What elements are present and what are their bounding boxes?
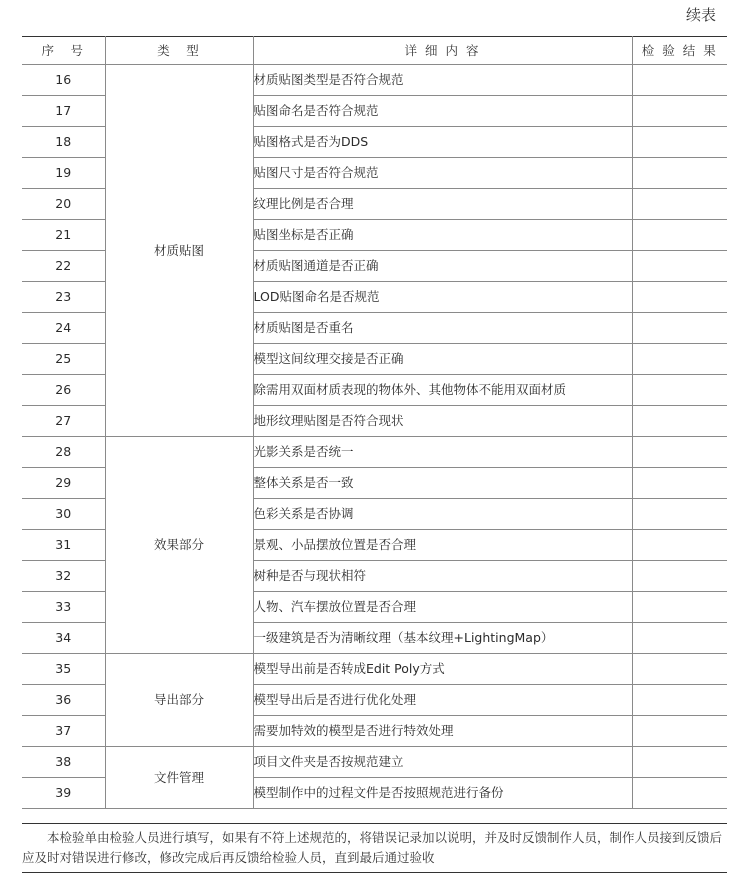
result-cell[interactable] [632,561,727,592]
row-number: 37 [22,716,105,747]
row-number: 16 [22,65,105,96]
row-number: 19 [22,158,105,189]
detail-cell: 除需用双面材质表现的物体外、其他物体不能用双面材质 [253,375,632,406]
row-number: 30 [22,499,105,530]
category-cell: 文件管理 [105,747,253,809]
detail-cell: 整体关系是否一致 [253,468,632,499]
row-number: 31 [22,530,105,561]
inspection-table [22,36,727,809]
detail-cell: 贴图命名是否符合规范 [253,96,632,127]
result-cell[interactable] [632,623,727,654]
result-cell[interactable] [632,313,727,344]
detail-cell: 材质贴图通道是否正确 [253,251,632,282]
row-number: 17 [22,96,105,127]
footnote: 本检验单由检验人员进行填写，如果有不符上述规范的，将错误记录加以说明，并及时反馈制作人员，制作人员接到反馈后应及时对错误进行修改，修改完成后再反馈给检验人员，直到最后通过验收 [22,823,727,868]
result-cell[interactable] [632,344,727,375]
result-cell[interactable] [632,158,727,189]
result-cell[interactable] [632,592,727,623]
header-detail: 详 细 内 容 [253,37,632,65]
detail-cell: 模型这间纹理交接是否正确 [253,344,632,375]
result-cell[interactable] [632,282,727,313]
result-cell[interactable] [632,127,727,158]
detail-cell: 树种是否与现状相符 [253,561,632,592]
row-number: 24 [22,313,105,344]
result-cell[interactable] [632,778,727,809]
result-cell[interactable] [632,96,727,127]
result-cell[interactable] [632,654,727,685]
result-cell[interactable] [632,716,727,747]
result-cell[interactable] [632,189,727,220]
table-row [22,747,727,778]
category-cell: 材质贴图 [105,65,253,437]
result-cell[interactable] [632,468,727,499]
detail-cell: 贴图坐标是否正确 [253,220,632,251]
detail-cell: 一级建筑是否为清晰纹理（基本纹理+LightingMap） [253,623,632,654]
row-number: 21 [22,220,105,251]
table-row [22,654,727,685]
row-number: 29 [22,468,105,499]
row-number: 20 [22,189,105,220]
bottom-rule [22,872,727,873]
row-number: 38 [22,747,105,778]
result-cell[interactable] [632,251,727,282]
detail-cell: 模型导出后是否进行优化处理 [253,685,632,716]
detail-cell: 色彩关系是否协调 [253,499,632,530]
detail-cell: 材质贴图是否重名 [253,313,632,344]
detail-cell: 景观、小品摆放位置是否合理 [253,530,632,561]
result-cell[interactable] [632,437,727,468]
row-number: 34 [22,623,105,654]
header-result: 检 验 结 果 [632,37,727,65]
header-type: 类 型 [105,37,253,65]
detail-cell: LOD贴图命名是否规范 [253,282,632,313]
row-number: 25 [22,344,105,375]
category-cell: 效果部分 [105,437,253,654]
detail-cell: 人物、汽车摆放位置是否合理 [253,592,632,623]
detail-cell: 材质贴图类型是否符合规范 [253,65,632,96]
detail-cell: 光影关系是否统一 [253,437,632,468]
detail-cell: 贴图尺寸是否符合规范 [253,158,632,189]
table-row [22,437,727,468]
table-row [22,65,727,96]
category-cell: 导出部分 [105,654,253,747]
detail-cell: 纹理比例是否合理 [253,189,632,220]
header-no: 序 号 [22,37,105,65]
row-number: 22 [22,251,105,282]
row-number: 36 [22,685,105,716]
detail-cell: 贴图格式是否为DDS [253,127,632,158]
detail-cell: 地形纹理贴图是否符合现状 [253,406,632,437]
row-number: 23 [22,282,105,313]
row-number: 33 [22,592,105,623]
row-number: 27 [22,406,105,437]
header-row [22,37,727,65]
row-number: 39 [22,778,105,809]
result-cell[interactable] [632,747,727,778]
result-cell[interactable] [632,375,727,406]
continued-label: 续表 [685,6,716,24]
table-body [22,65,727,809]
result-cell[interactable] [632,499,727,530]
row-number: 18 [22,127,105,158]
result-cell[interactable] [632,530,727,561]
row-number: 26 [22,375,105,406]
result-cell[interactable] [632,406,727,437]
detail-cell: 需要加特效的模型是否进行特效处理 [253,716,632,747]
result-cell[interactable] [632,220,727,251]
row-number: 28 [22,437,105,468]
result-cell[interactable] [632,65,727,96]
row-number: 35 [22,654,105,685]
detail-cell: 模型制作中的过程文件是否按照规范进行备份 [253,778,632,809]
row-number: 32 [22,561,105,592]
result-cell[interactable] [632,685,727,716]
detail-cell: 模型导出前是否转成Edit Poly方式 [253,654,632,685]
detail-cell: 项目文件夹是否按规范建立 [253,747,632,778]
